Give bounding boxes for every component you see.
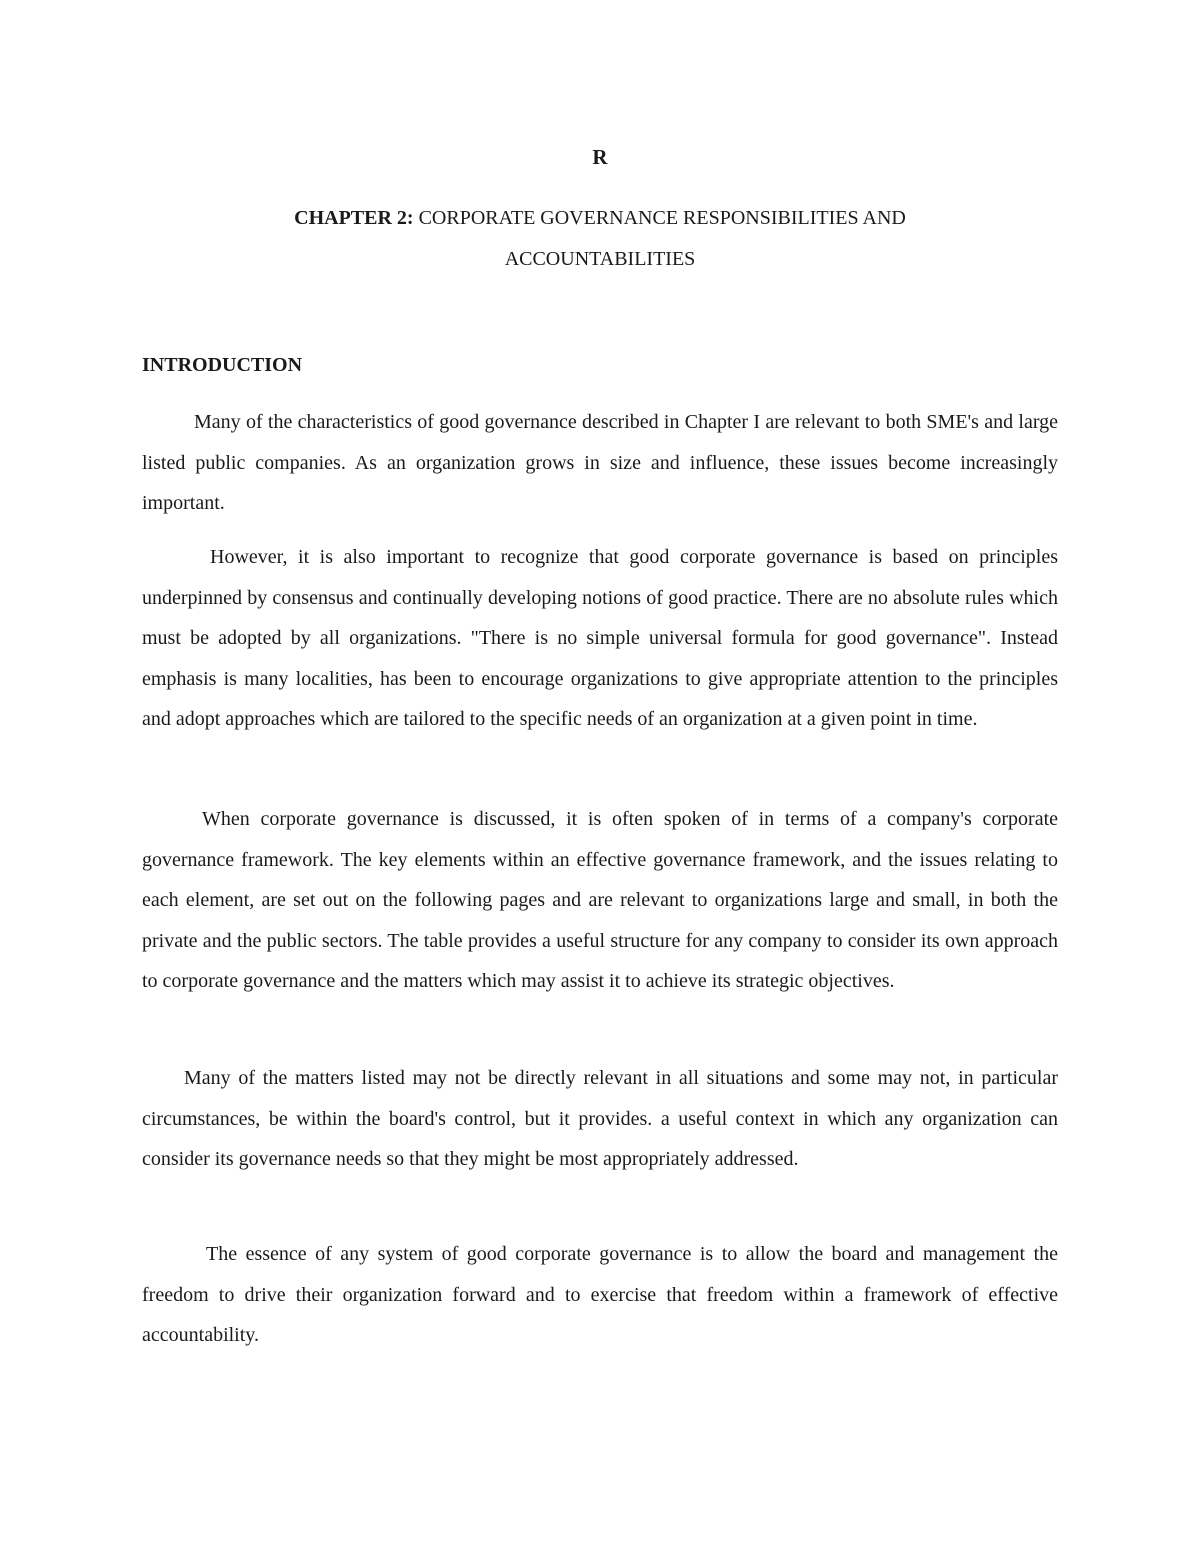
paragraph: Many of the characteristics of good governance described in Chapter I are relevant to both SME's and large listed public companies. As an organization grows in size and influence, these issues become increasingly important. xyxy=(142,411,1058,514)
paragraph: When corporate governance is discussed, it is often spoken of in terms of a company's corporate governance framework. The key elements within an effective governance framework, and the issues relating to each element, are set out on the following pages and are relevant to organizations large and small, in both the private and the public sectors. The table provides a useful structure for any company to consider its own approach to corporate governance and the matters which may assist it to achieve its strategic objectives. xyxy=(142,808,1058,992)
section-heading: INTRODUCTION xyxy=(142,354,303,376)
paragraph: The essence of any system of good corporate governance is to allow the board and management the freedom to drive their organization forward and to exercise that freedom within a framework of effective accountability. xyxy=(142,1243,1058,1346)
header-letter: R xyxy=(592,145,608,169)
paragraph: However, it is also important to recognize that good corporate governance is based on principles underpinned by consensus and continually developing notions of good practice. There are no absolute rules which must be adopted by all organizations. "There is no simple universal formula for good governance". Instead emphasis is many localities, has been to encourage organizations to give appropriate attention to the principles and adopt approaches which are tailored to the specific needs of an organization at a given point in time. xyxy=(142,546,1058,730)
paragraph: Many of the matters listed may not be directly relevant in all situations and some may not, in particular circumstances, be within the board's control, but it provides. a useful context in which any organization can consider its governance needs so that they might be most appropriately addressed. xyxy=(142,1067,1058,1170)
chapter-label: CHAPTER 2: xyxy=(294,207,414,229)
chapter-title-line2: ACCOUNTABILITIES xyxy=(504,248,696,270)
chapter-title-line1: CORPORATE GOVERNANCE RESPONSIBILITIES AND xyxy=(418,207,906,229)
chapter-title xyxy=(142,198,1058,280)
